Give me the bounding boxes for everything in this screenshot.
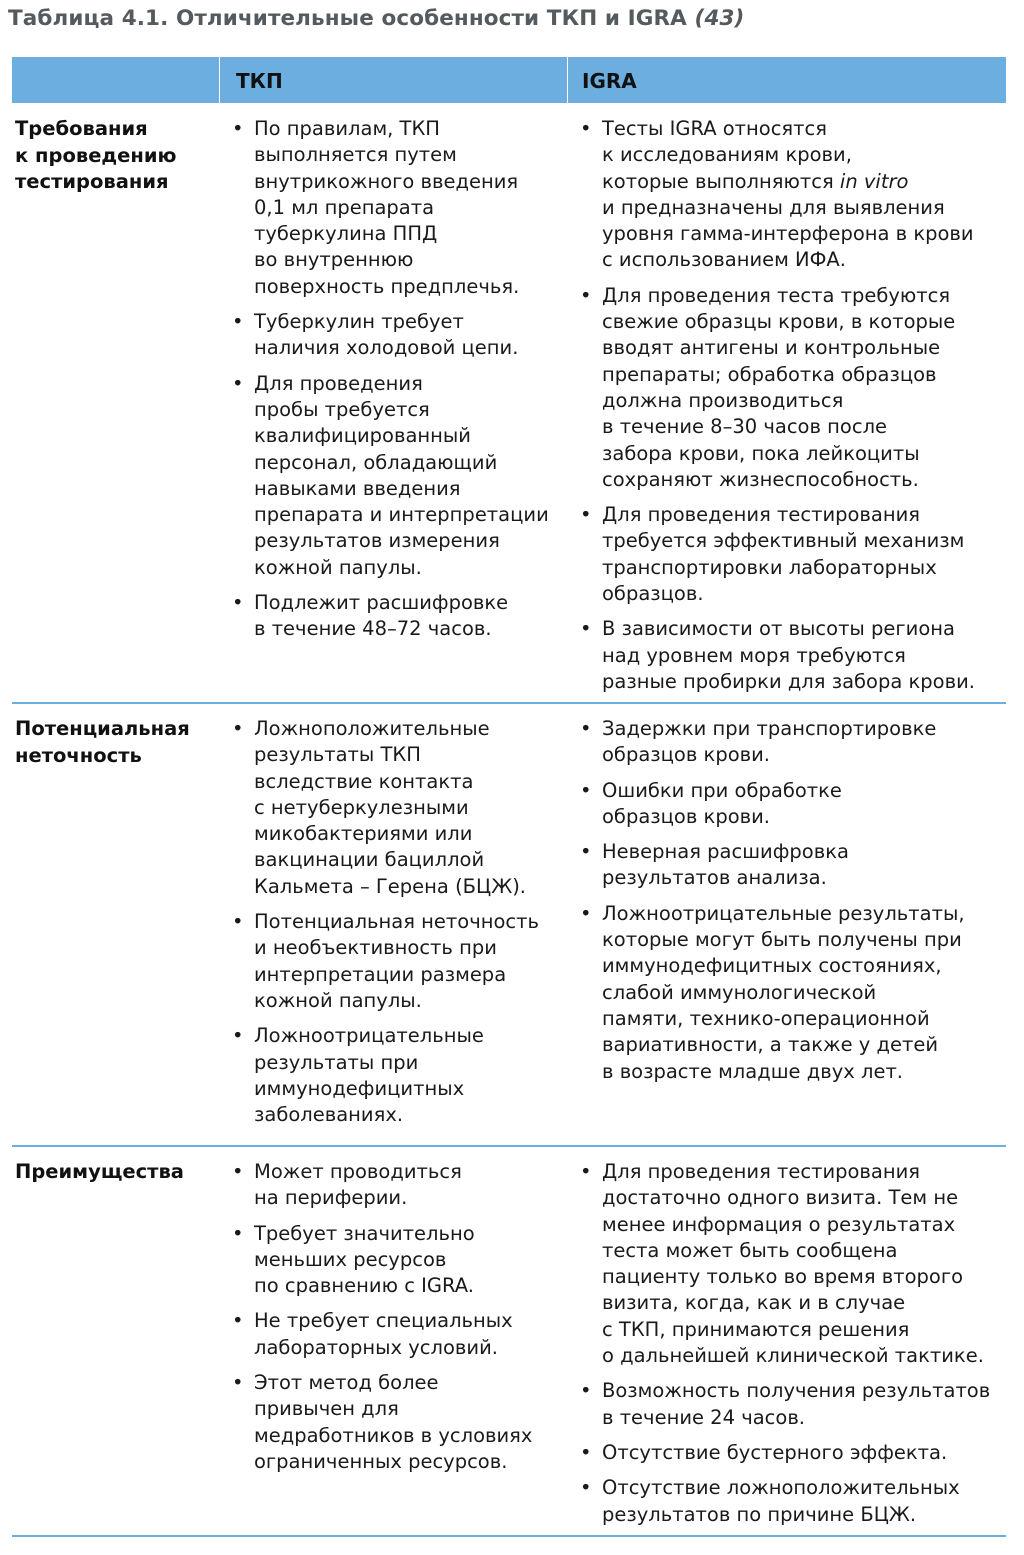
list-item-line: • Подлежит расшифровке [254,591,509,615]
list-item-line: • Потенциальная неточность [254,910,539,934]
list-item-line: транспортировки лабораторных [602,555,937,579]
header-tkp: ТКП [236,69,283,93]
list-item-line: вариативности, а также у детей [602,1033,939,1057]
list-item-line: • Ложноотрицательные результаты, [602,901,965,925]
list-item-line: результатов по причине БЦЖ. [602,1502,917,1526]
list-item-line: 0,1 мл препарата [254,195,435,219]
list-item-line: меньших ресурсов [254,1247,447,1271]
list-item [230,309,560,362]
row-divider [12,1535,1006,1537]
list-item-line: забора крови, пока лейкоциты [602,441,920,465]
list-item-line: иммунодефицитных состояниях, [602,954,942,978]
list-item-line: над уровнем моря требуются [602,643,906,667]
list-item-line: медработников в условиях [254,1423,533,1447]
row-label-line: неточность [15,743,142,767]
row-inaccuracy-tkp [230,716,560,1137]
list-item [230,371,560,581]
list-item [230,909,560,1014]
list-item-line: к исследованиям крови, [602,143,852,167]
list-item-line: требуется эффективный механизм [602,529,965,553]
list-item-line: квалифицированный [254,424,471,448]
list-item-line: слабой иммунологической [602,980,877,1004]
header-igra: IGRA [582,69,637,93]
list-item-line: кожной папулы. [254,988,422,1012]
list-item-line: • Туберкулин требует [254,310,464,334]
list-item-line: с использованием ИФА. [602,248,846,272]
list-item-line: выполняется путем [254,143,457,167]
list-item-line: менее информация о результатах [602,1212,956,1236]
list-item-line: туберкулина ППД [254,222,438,246]
row-advantages-tkp [230,1159,560,1484]
list-item-line: • Отсутствие ложноположительных [602,1476,960,1500]
list-item-line: образцов крови. [602,804,770,828]
list-item-line: • Требует значительно [254,1221,475,1245]
list-item-line: • Возможность получения результатов [602,1379,991,1403]
list-item-line: привычен для [254,1397,399,1421]
row-label-line: Преимущества [15,1160,184,1183]
list-item-line: теста может быть сообщена [602,1238,898,1262]
list-item [578,1378,998,1431]
list-item-line: интерпретации размера [254,962,507,986]
list-item-line: памяти, технико-операционной [602,1006,930,1030]
list-item-line: заболеваниях. [254,1103,404,1127]
list-item-line: с ТКП, принимаются решения [602,1317,910,1341]
row-requirements-tkp [230,116,560,652]
list-item-line: • Неверная расшифровка [602,840,849,864]
list-item-line: • Отсутствие бустерного эффекта. [602,1440,948,1464]
header-divider [567,57,568,103]
list-item [578,502,998,607]
row-divider [12,702,1006,704]
list-item-line: вследствие контакта [254,769,474,793]
list-item [230,1023,560,1128]
list-item-line: визита, когда, как и в случае [602,1291,906,1315]
list-item-line: • Для проведения [254,371,423,395]
table-title [8,6,745,31]
list-item-line: препарата и интерпретации [254,503,549,527]
list-item-line: должна производиться [602,388,844,412]
list-item-line: сохраняют жизнеспособность. [602,467,919,491]
list-item-line: Кальмета – Герена (БЦЖ). [254,874,527,898]
list-item-line: достаточно одного визита. Тем не [602,1186,959,1210]
list-item-line: • Ошибки при обработке [602,778,842,802]
list-item-line: в течение 8–30 часов после [602,415,888,439]
list-item-line: персонал, обладающий [254,450,498,474]
list-item [230,1159,560,1212]
list-item-line: • Ложноотрицательные [254,1024,484,1048]
list-item-line: в возрасте младше двух лет. [602,1059,904,1083]
row-inaccuracy-igra [578,716,998,1094]
table-title-reference: (43) [694,6,745,31]
list-item-line: результаты при [254,1050,419,1074]
list-item [230,1308,560,1361]
list-item [230,1221,560,1300]
list-item [578,283,998,493]
list-item-line: • По правилам, ТКП [254,117,440,140]
list-item-line: ограниченных ресурсов. [254,1449,508,1473]
list-item-line: вакцинации бациллой [254,848,485,872]
row-label-advantages [15,1159,200,1186]
list-item-line: лабораторных условий. [254,1335,498,1359]
list-item-line: во внутреннюю [254,248,414,272]
list-item-line: и необъективность при [254,936,497,960]
list-item [578,839,998,892]
list-item-line: на периферии. [254,1186,408,1210]
list-item-line: пациенту только во время второго [602,1265,964,1289]
list-item [230,590,560,643]
list-item-line: результаты ТКП [254,743,421,767]
list-item [578,778,998,831]
row-requirements-igra [578,116,998,704]
table-title-text: Таблица 4.1. Отличительные особенности ТКП и IGRA [8,6,695,31]
list-item-line: • Для проведения тестирования [602,1160,921,1183]
list-item [230,116,560,300]
list-item-line: поверхность предплечья. [254,274,520,298]
list-item [230,716,560,900]
list-item-line: которые могут быть получены при [602,928,962,952]
row-label-requirements [15,116,200,196]
list-item-line: препараты; обработка образцов [602,362,937,386]
list-item-line: образцов. [602,582,704,606]
list-item-line: внутрикожного введения [254,169,519,193]
row-label-line: Требования [15,117,148,140]
list-item-line: результатов анализа. [602,866,827,890]
list-item [578,116,998,274]
list-item [578,1159,998,1369]
list-item-line: микобактериями или [254,822,473,846]
list-item [578,1440,998,1466]
list-item-line: кожной папулы. [254,555,422,579]
row-divider [12,1145,1006,1147]
list-item-line: разные пробирки для забора крови. [602,669,975,693]
list-item [578,901,998,1085]
list-item-line: уровня гамма-интерферона в крови [602,222,974,246]
row-label-inaccuracy [15,716,200,769]
list-item-line: и предназначены для выявления [602,195,945,219]
row-advantages-igra [578,1159,998,1537]
list-item-line: вводят антигены и контрольные [602,336,941,360]
list-item-line: • Тесты IGRA относятся [602,117,827,140]
list-item-line: пробы требуется [254,397,430,421]
list-item-line: результатов измерения [254,529,500,553]
list-item [578,616,998,695]
row-label-line: к проведению [15,143,177,167]
list-item-line: образцов крови. [602,743,770,767]
table-header [12,57,1006,103]
list-item [578,716,998,769]
list-item-line: в течение 24 часов. [602,1405,806,1429]
list-item [230,1370,560,1475]
list-item-line: которые выполняются in vitro [602,169,909,193]
list-item-line: • В зависимости от высоты региона [602,617,955,641]
list-item [578,1475,998,1528]
list-item-line: в течение 48–72 часов. [254,617,492,641]
row-label-line: тестирования [15,170,169,193]
list-item-line: • Для проведения тестирования [602,503,921,527]
list-item-line: свежие образцы крови, в которые [602,310,956,334]
list-item-line: • Этот метод более [254,1371,439,1395]
list-item-line: по сравнению с IGRA. [254,1274,474,1298]
list-item-line: • Не требует специальных [254,1309,513,1333]
row-label-line: Потенциальная [15,717,190,740]
list-item-line: • Для проведения теста требуются [602,283,951,307]
list-item-line: иммунодефицитных [254,1076,465,1100]
italic-term: in vitro [839,169,909,193]
list-item-line: с нетуберкулезными [254,795,469,819]
list-item-line: • Может проводиться [254,1160,462,1183]
header-divider [219,57,220,103]
list-item-line: о дальнейшей клинической тактике. [602,1344,984,1368]
list-item-line: наличия холодовой цепи. [254,336,519,360]
list-item-line: • Ложноположительные [254,717,490,740]
list-item-line: • Задержки при транспортировке [602,717,937,740]
list-item-line: навыками введения [254,476,461,500]
